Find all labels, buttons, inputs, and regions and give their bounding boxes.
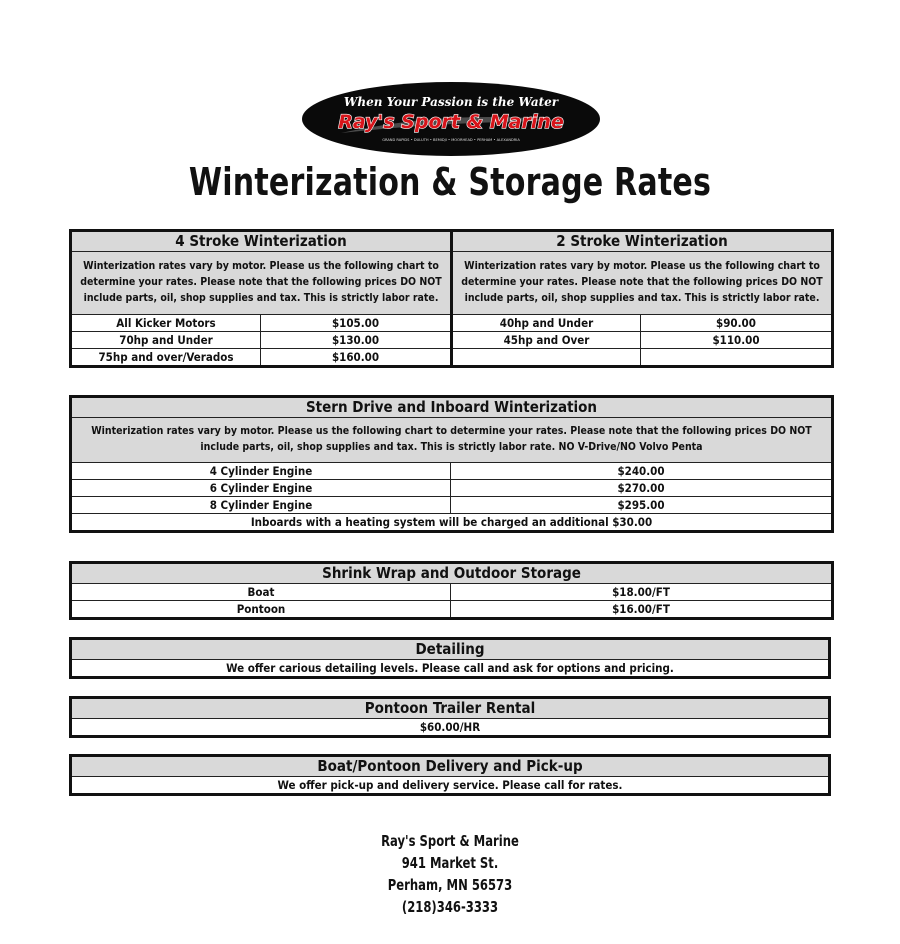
logo-oval-icon xyxy=(301,81,601,157)
rate-price xyxy=(641,349,833,367)
company-name: Ray's Sport & Marine xyxy=(381,832,519,850)
company-logo xyxy=(301,81,601,157)
svg-text:Ray's Sport & Marine: Ray's Sport & Marine xyxy=(338,111,564,133)
rate-row xyxy=(452,332,833,349)
rate-row xyxy=(452,349,833,367)
trailer-rental-price: $60.00/HR xyxy=(71,719,830,737)
rate-price: $90.00 xyxy=(641,315,833,332)
rate-row xyxy=(71,332,452,349)
section-description: Winterization rates vary by motor. Please us the following chart to determine your rates. Please note that the following prices DO NOT include parts, oil, shop supplies and tax. This is strictly labor rate. NO V-Drive/NO Volvo Penta xyxy=(71,418,833,463)
rate-price: $295.00 xyxy=(451,497,833,514)
section-title: 2 Stroke Winterization xyxy=(452,231,833,252)
street-address: 941 Market St. xyxy=(401,854,499,872)
delivery-text: We offer pick-up and delivery service. Please call for rates. xyxy=(71,777,830,795)
rate-row xyxy=(71,584,833,601)
rate-price: $18.00/FT xyxy=(451,584,833,601)
rate-label: 8 Cylinder Engine xyxy=(71,497,451,514)
rate-price: $160.00 xyxy=(261,349,452,367)
svg-text:When Your Passion is the Water: When Your Passion is the Water xyxy=(343,95,559,109)
section-title: Pontoon Trailer Rental xyxy=(71,698,830,719)
rate-price: $240.00 xyxy=(451,463,833,480)
section-title: Detailing xyxy=(71,639,830,660)
rate-row xyxy=(71,497,833,514)
rate-row xyxy=(71,480,833,497)
rate-label xyxy=(452,349,641,367)
rate-label: 70hp and Under xyxy=(71,332,261,349)
stern-drive-table xyxy=(69,395,834,533)
rate-price: $270.00 xyxy=(451,480,833,497)
section-title: 4 Stroke Winterization xyxy=(71,231,452,252)
phone-number: (218)346-3333 xyxy=(401,898,499,916)
section-title: Shrink Wrap and Outdoor Storage xyxy=(71,563,833,584)
shrink-wrap-table xyxy=(69,561,834,620)
rate-label: All Kicker Motors xyxy=(71,315,261,332)
rate-price: $110.00 xyxy=(641,332,833,349)
section-description: Winterization rates vary by motor. Please us the following chart to determine your rates. Please note that the following prices DO NOT include parts, oil, shop supplies and tax. This is strictly labor rate. xyxy=(452,252,833,315)
rate-label: 4 Cylinder Engine xyxy=(71,463,451,480)
rate-row xyxy=(71,601,833,619)
rate-row xyxy=(71,463,833,480)
rate-label: 75hp and over/Verados xyxy=(71,349,261,367)
page-title: Winterization & Storage Rates xyxy=(188,160,712,204)
rate-price: $130.00 xyxy=(261,332,452,349)
rate-price: $105.00 xyxy=(261,315,452,332)
rate-label: Boat xyxy=(71,584,451,601)
rate-price: $16.00/FT xyxy=(451,601,833,619)
delivery-table xyxy=(69,754,831,796)
rate-row xyxy=(71,315,452,332)
two-stroke-table xyxy=(450,229,834,368)
rate-label: 6 Cylinder Engine xyxy=(71,480,451,497)
section-description: Winterization rates vary by motor. Please us the following chart to determine your rates. Please note that the following prices DO NOT include parts, oil, shop supplies and tax. This is strictly labor rate. xyxy=(71,252,452,315)
city-state-zip: Perham, MN 56573 xyxy=(387,876,513,894)
section-title: Stern Drive and Inboard Winterization xyxy=(71,397,833,418)
section-title: Boat/Pontoon Delivery and Pick-up xyxy=(71,756,830,777)
detailing-table xyxy=(69,637,831,679)
rate-label: Pontoon xyxy=(71,601,451,619)
rate-label: 40hp and Under xyxy=(452,315,641,332)
trailer-rental-table xyxy=(69,696,831,738)
svg-text:GRAND RAPIDS • DULUTH • BEMIDJ: GRAND RAPIDS • DULUTH • BEMIDJI • MOORHEAD • PERHAM • ALEXANDRIA xyxy=(382,138,520,142)
detailing-text: We offer carious detailing levels. Please call and ask for options and pricing. xyxy=(71,660,830,678)
address-block xyxy=(0,830,900,918)
four-stroke-table xyxy=(69,229,453,368)
rate-row xyxy=(71,349,452,367)
heating-system-note: Inboards with a heating system will be charged an additional $30.00 xyxy=(71,514,833,532)
rate-label: 45hp and Over xyxy=(452,332,641,349)
rate-row xyxy=(452,315,833,332)
